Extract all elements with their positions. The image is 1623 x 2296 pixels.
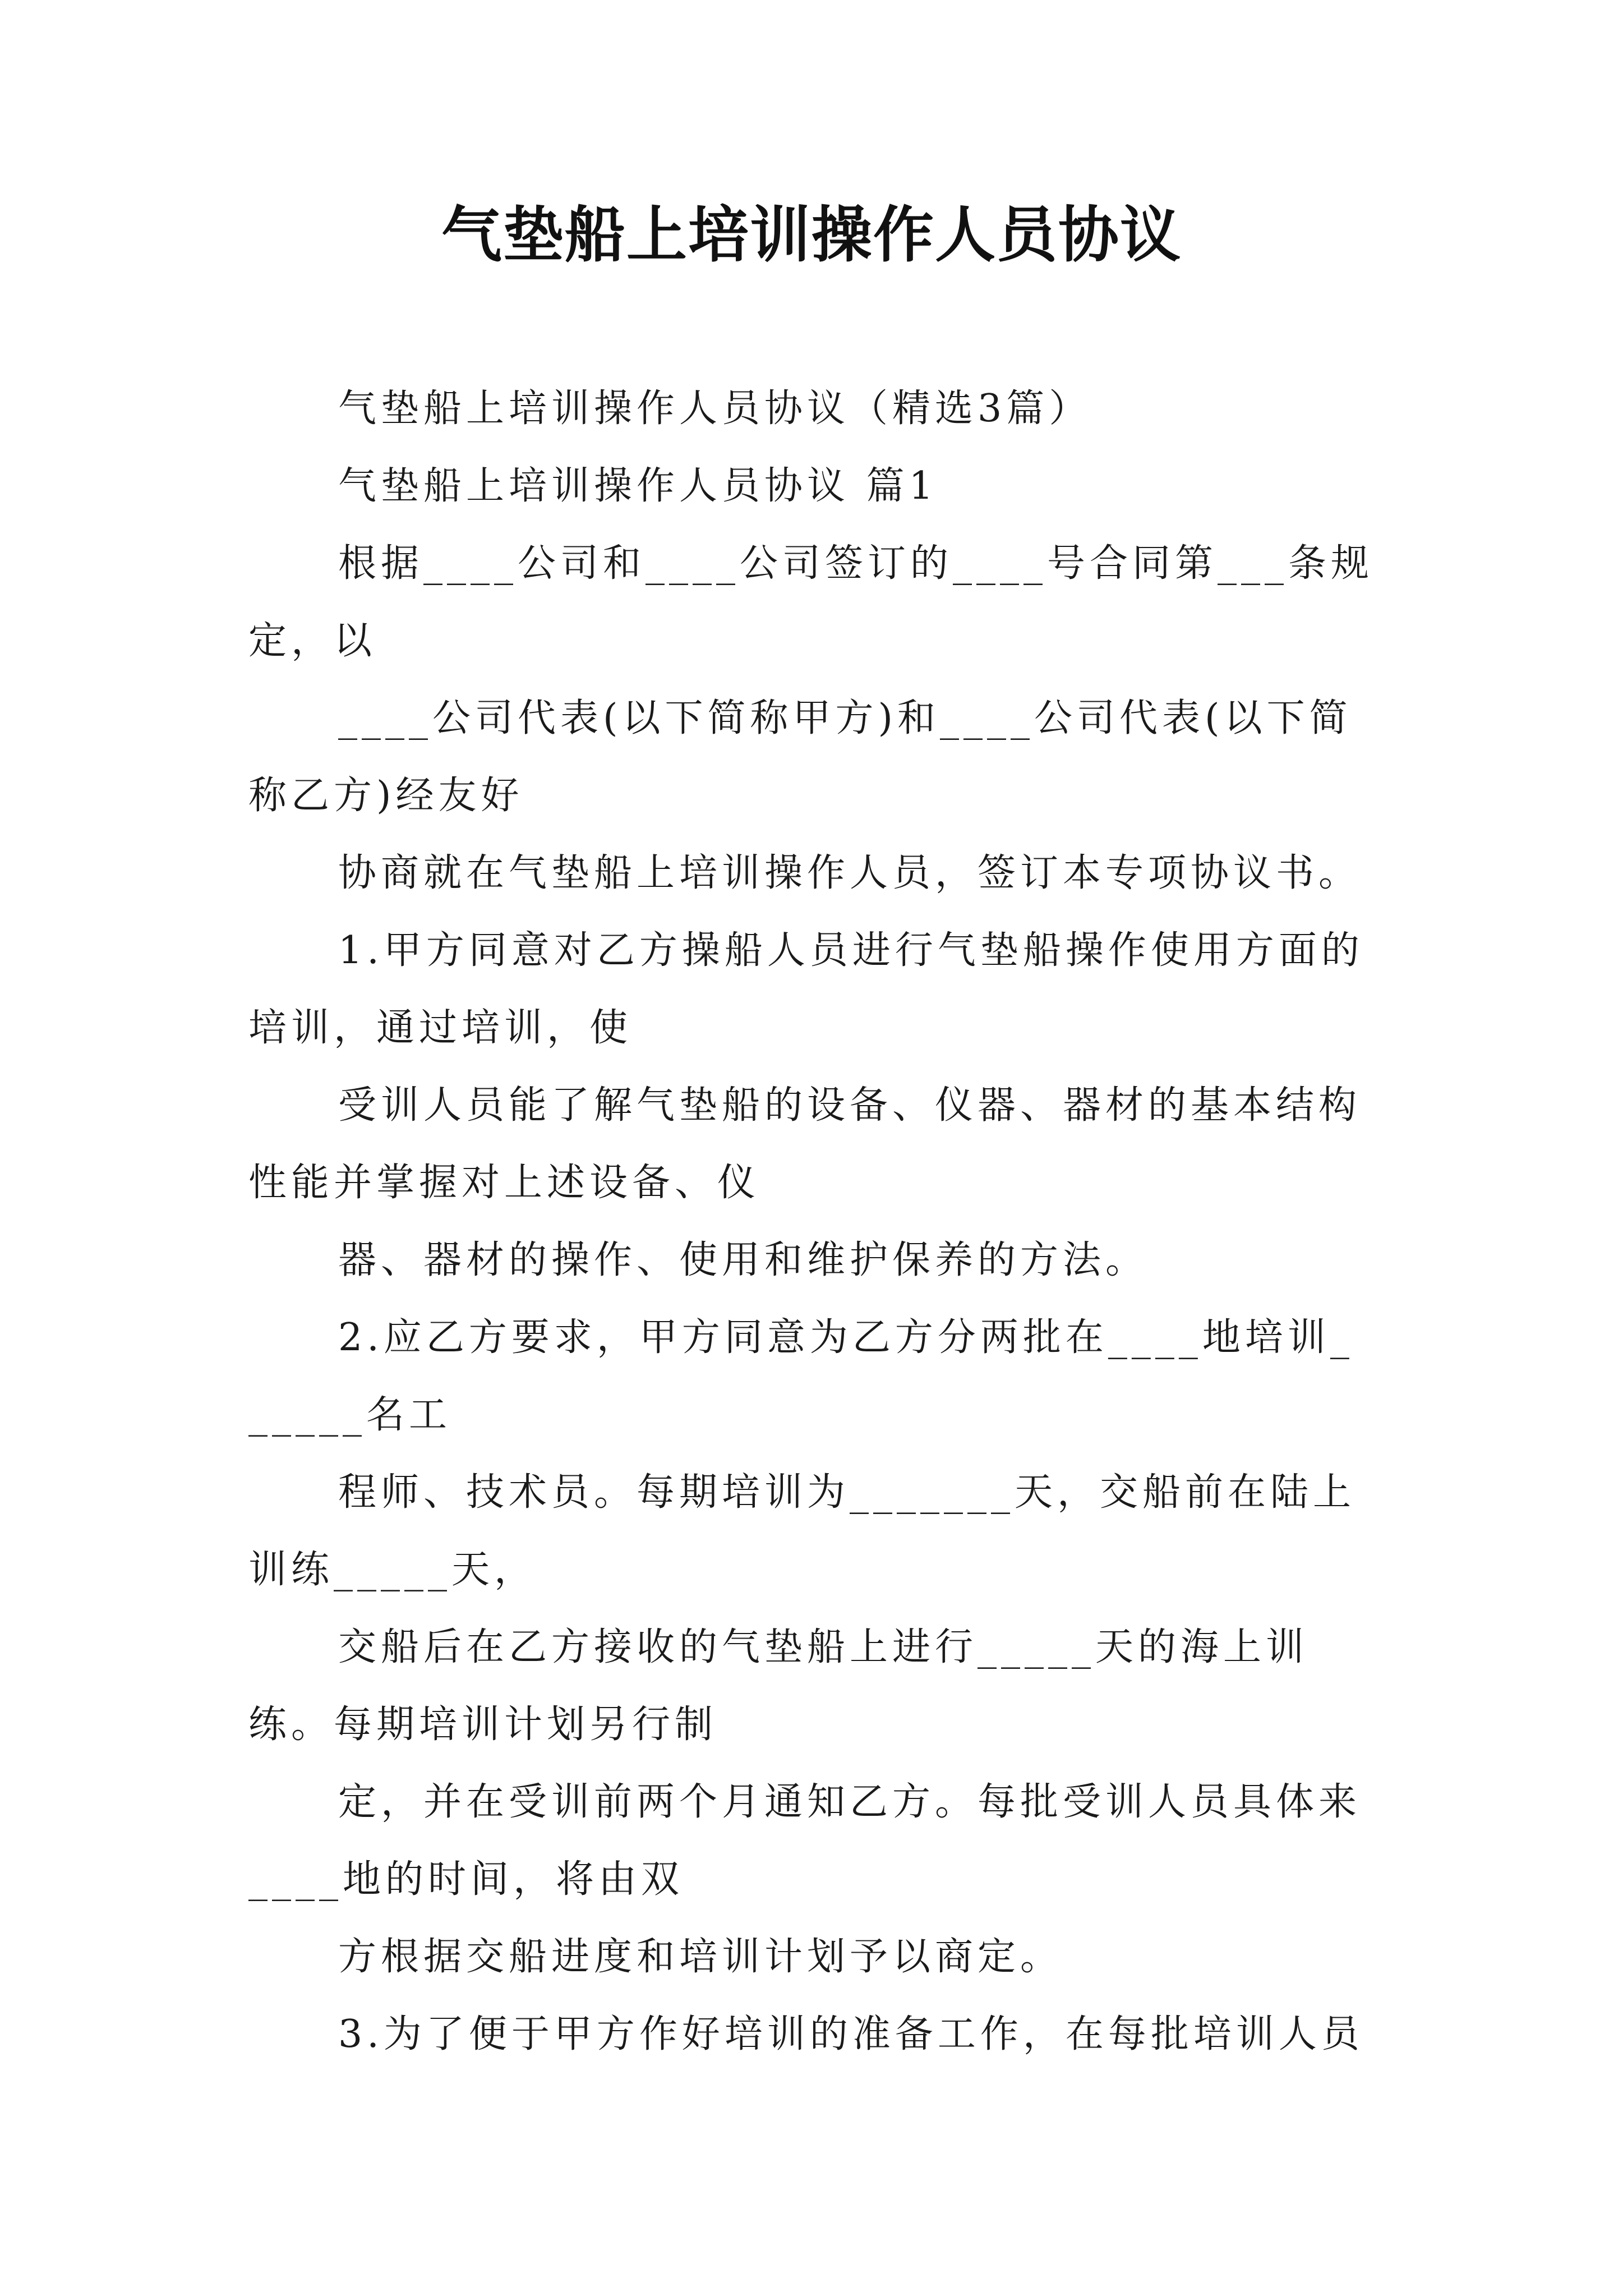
paragraph-section-heading: 气垫船上培训操作人员协议 篇1: [338, 464, 938, 508]
paragraph: 器、器材的操作、使用和维护保养的方法。: [338, 1238, 1149, 1282]
paragraph-subtitle: 气垫船上培训操作人员协议（精选3篇）: [338, 386, 1092, 431]
paragraph: 交船后在乙方接收的气垫船上进行_____天的海上训练。每期培训计划另行制: [248, 1625, 1309, 1747]
paragraph: 方根据交船进度和培训计划予以商定。: [338, 1935, 1063, 1979]
paragraph: 2.应乙方要求，甲方同意为乙方分两批在____地培训______名工: [248, 1315, 1354, 1437]
paragraph: 定，并在受训前两个月通知乙方。每批受训人员具体来____地的时间，将由双: [248, 1780, 1362, 1902]
paragraph: ____公司代表(以下简称甲方)和____公司代表(以下简称乙方)经友好: [248, 696, 1352, 818]
paragraph: 受训人员能了解气垫船的设备、仪器、器材的基本结构性能并掌握对上述设备、仪: [248, 1083, 1362, 1205]
document-body: [248, 370, 1376, 2073]
paragraph: 协商就在气垫船上培训操作人员，签订本专项协议书。: [338, 851, 1362, 895]
paragraph: 1.甲方同意对乙方操船人员进行气垫船操作使用方面的培训，通过培训，使: [248, 928, 1364, 1050]
paragraph: 3.为了便于甲方作好培训的准备工作，在每批培训人员: [338, 2012, 1364, 2056]
paragraph: 程师、技术员。每期培训为_______天，交船前在陆上训练_____天，: [248, 1470, 1356, 1592]
paragraph: 根据____公司和____公司签订的____号合同第___条规定，以: [248, 541, 1374, 663]
document-title: 气垫船上培训操作人员协议: [441, 200, 1182, 270]
